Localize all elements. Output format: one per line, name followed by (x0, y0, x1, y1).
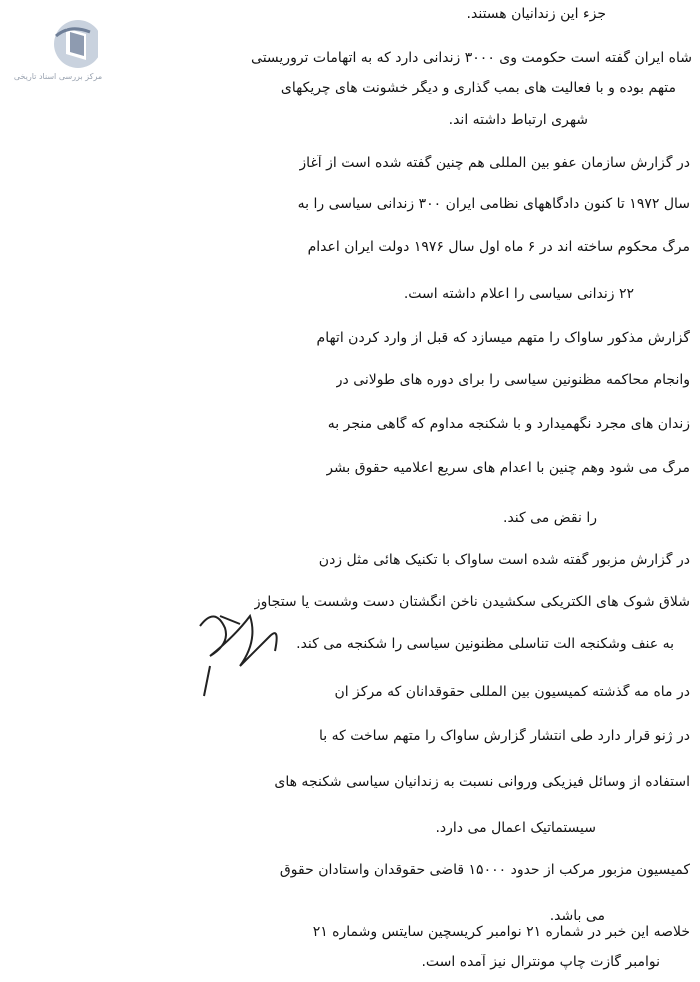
archive-logo (8, 14, 103, 81)
text-line: در گزارش مزبور گفته شده است ساواک با تکنیک هائی مثل زدن (318, 552, 690, 568)
text-line: را نقض می کند. (503, 510, 597, 526)
archive-logo-icon (8, 14, 98, 74)
archive-logo-text: مرکز بررسی اسناد تاریخی (13, 72, 103, 81)
text-line: در ژنو قرار دارد طی انتشار گزارش ساواک را متهم ساخت که با (319, 728, 690, 744)
text-line: شهری ارتباط داشته اند. (448, 112, 588, 128)
text-line: جزء این زندانیان هستند. (466, 6, 606, 22)
text-line: می باشد. (549, 908, 605, 924)
handwritten-signature (180, 596, 300, 706)
text-line: به عنف وشکنجه الت تناسلی مظنونین سیاسی را شکنجه می کند. (296, 636, 674, 652)
text-line: متهم بوده و با فعالیت های بمب گذاری و دیگر خشونت های چریکهای (280, 80, 676, 96)
text-line: در گزارش سازمان عفو بین المللی هم چنین گفته شده است از آغاز (299, 155, 690, 171)
text-line: نوامبر گازت چاپ مونترال نیز آمده است. (421, 954, 660, 970)
text-line: سیستماتیک اعمال می دارد. (435, 820, 596, 836)
text-line: مرگ می شود وهم چنین با اعدام های سریع اعلامیه حقوق بشر (326, 460, 690, 476)
text-line: کمیسیون مزبور مرکب از حدود ۱۵۰۰۰ قاضی حقوقدان واستادان حقوق (279, 862, 690, 878)
text-line: ۲۲ زندانی سیاسی را اعلام داشته است. (403, 286, 634, 302)
text-line: زندان های مجرد نگهمیدارد و با شکنجه مداوم که گاهی منجر به (327, 416, 690, 432)
text-line: مرگ محکوم ساخته اند در ۶ ماه اول سال ۱۹۷۶ دولت ایران اعدام (307, 239, 690, 255)
text-line: شلاق شوک های الکتریکی سکشیدن ناخن انگشتان دست وشست یا ستجاوز (253, 594, 690, 610)
text-line: سال ۱۹۷۲ تا کنون دادگاههای نظامی ایران ۳۰۰ زندانی سیاسی را به (297, 196, 690, 212)
text-line: وانجام محاکمه مظنونین سیاسی را برای دوره های طولانی در (335, 372, 690, 388)
text-line: استفاده از وسائل فیزیکی وروانی نسبت به زندانیان سیاسی شکنجه های (274, 774, 690, 790)
text-line: شاه ایران گفته است حکومت وی ۳۰۰۰ زندانی دارد که به اتهامات تروریستی (251, 50, 692, 66)
text-line: در ماه مه گذشته کمیسیون بین المللی حقوقدانان که مرکز ان (334, 684, 690, 700)
text-line: خلاصه این خبر در شماره ۲۱ نوامبر کریسچین سایتس وشماره ۲۱ (312, 924, 690, 940)
text-line: گزارش مذکور ساواک را متهم میسازد که قبل از وارد کردن اتهام (316, 330, 690, 346)
